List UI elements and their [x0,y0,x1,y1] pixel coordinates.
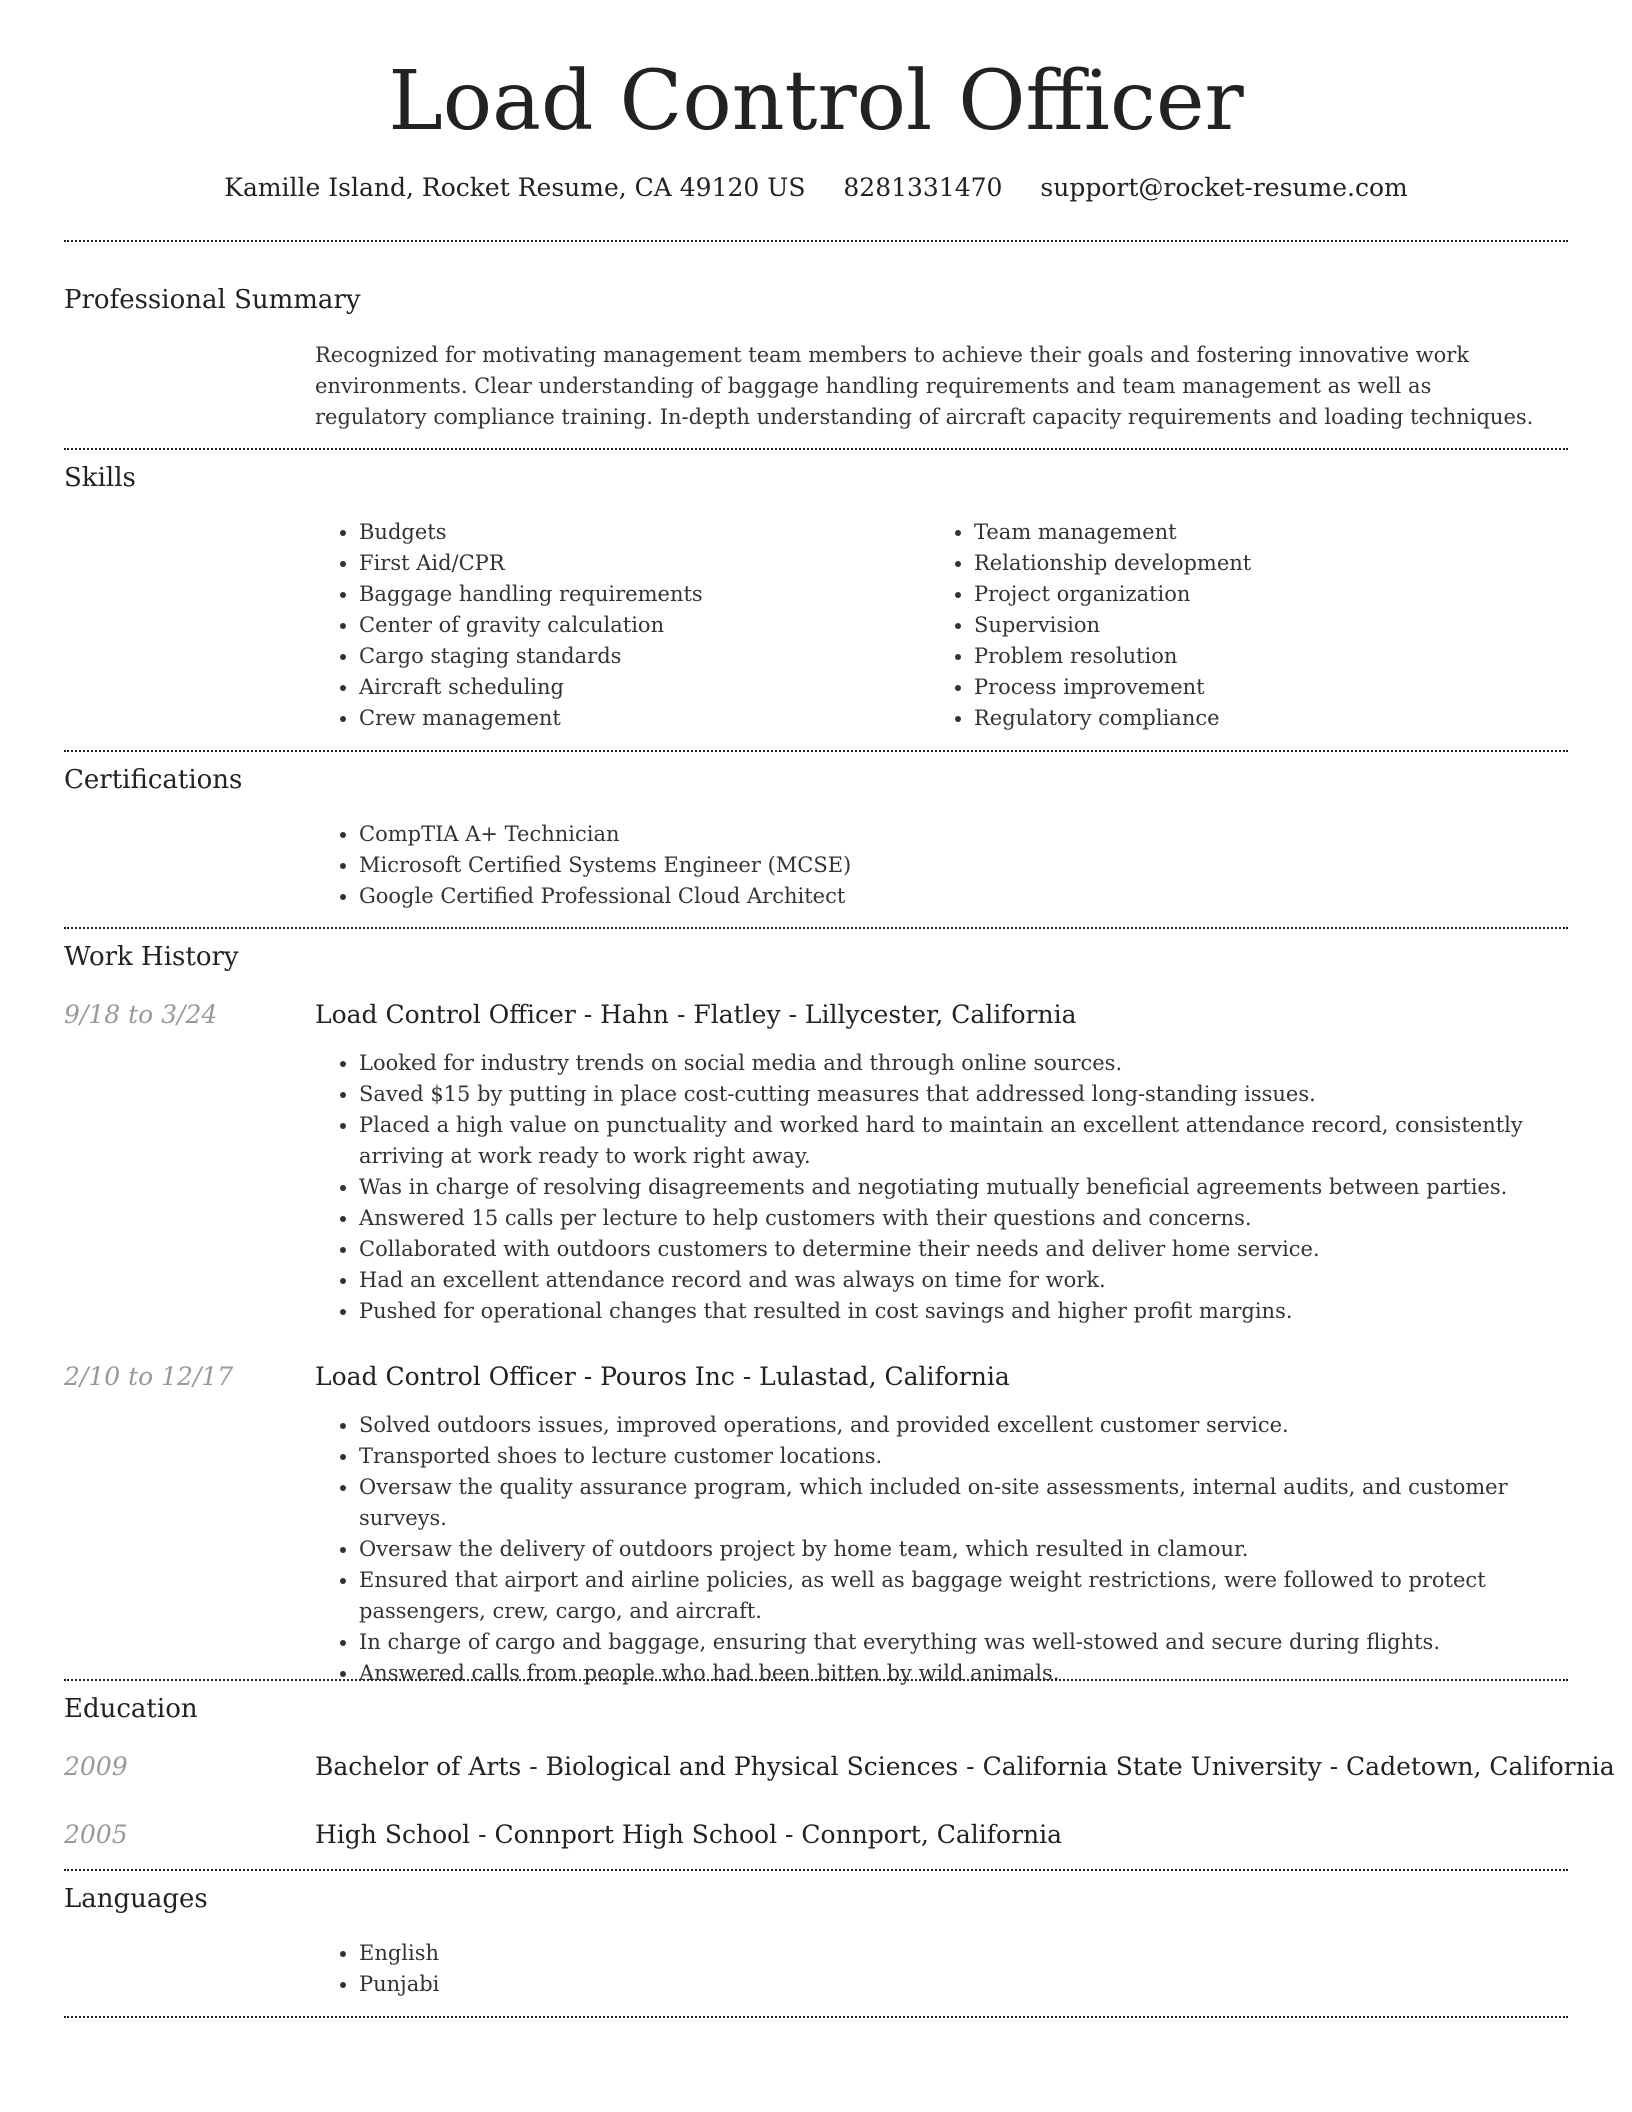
job-bullet: • Oversaw the delivery of outdoors project by home team, which resulted in clamour. [359,1534,1565,1565]
skill-item: • Team management [974,517,1530,548]
job-bullet: • Was in charge of resolving disagreements and negotiating mutually beneficial agreements between parties. [359,1172,1565,1203]
job-dates: 9/18 to 3/24 [64,1000,218,1029]
skill-item: • Project organization [974,579,1530,610]
divider [64,448,1568,450]
job-bullets [315,1048,1565,1327]
skill-item: • Process improvement [974,672,1530,703]
section-title-work-history: Work History [64,942,239,972]
job-bullet: • Pushed for operational changes that resulted in cost savings and higher profit margins. [359,1296,1565,1327]
skill-item: • Relationship development [974,548,1530,579]
section-title-summary: Professional Summary [64,285,361,315]
job-bullet: • Had an excellent attendance record and was always on time for work. [359,1265,1565,1296]
certifications-list [315,819,1545,912]
language-item: • English [359,1938,915,1969]
education-year: 2009 [64,1752,128,1781]
divider [64,2016,1568,2018]
job-title: Load Control Officer - Hahn - Flatley - Lillycester, California [315,1000,1077,1029]
job-bullet: • Collaborated with outdoors customers to determine their needs and deliver home service. [359,1234,1565,1265]
job-bullet: • Placed a high value on punctuality and worked hard to maintain an excellent attendance record, consistently arriving at work ready to work right away. [359,1110,1565,1172]
contact-address: Kamille Island, Rocket Resume, CA 49120 US [224,173,806,202]
section-title-certifications: Certifications [64,765,243,795]
skill-item: • Center of gravity calculation [359,610,875,641]
contact-email: support@rocket-resume.com [1040,173,1408,202]
job-title: Load Control Officer - Pouros Inc - Lulastad, California [315,1362,1010,1391]
divider [64,1679,1568,1681]
job-bullet: • Answered calls from people who had been bitten by wild animals. [359,1658,1565,1689]
job-bullet: • Saved $15 by putting in place cost-cutting measures that addressed long-standing issues. [359,1079,1565,1110]
languages-list [315,1938,915,2000]
section-title-languages: Languages [64,1884,208,1914]
job-bullet: • Looked for industry trends on social media and through online sources. [359,1048,1565,1079]
job-bullet: • Answered 15 calls per lecture to help customers with their questions and concerns. [359,1203,1565,1234]
contact-phone: 8281331470 [843,173,1003,202]
job-bullet: • In charge of cargo and baggage, ensuring that everything was well-stowed and secure during flights. [359,1627,1565,1658]
job-bullet: • Oversaw the quality assurance program, which included on-site assessments, internal audits, and customer surveys. [359,1472,1565,1534]
resume-title: Load Control Officer [388,54,1244,149]
divider [64,1869,1568,1871]
divider [64,750,1568,752]
skill-item: • Baggage handling requirements [359,579,875,610]
job-bullet: • Transported shoes to lecture customer locations. [359,1441,1565,1472]
skill-item: • Supervision [974,610,1530,641]
divider [64,240,1568,242]
skill-item: • Cargo staging standards [359,641,875,672]
language-item: • Punjabi [359,1969,915,2000]
contact-line [0,170,1632,206]
skills-list-left [315,517,875,734]
divider [64,927,1568,929]
job-bullet: • Ensured that airport and airline policies, as well as baggage weight restrictions, were followed to protect passengers, crew, cargo, and aircraft. [359,1565,1565,1627]
summary-text: Recognized for motivating management team members to achieve their goals and fostering innovative work environments. Clear understanding of baggage handling requirements and team management as well as regulatory compliance training. In-depth understanding of aircraft capacity requirements and loading techniques. [315,343,1534,429]
section-title-skills: Skills [64,463,136,493]
section-title-education: Education [64,1694,198,1724]
education-entry: High School - Connport High School - Connport, California [315,1820,1063,1849]
education-year: 2005 [64,1820,128,1849]
job-dates: 2/10 to 12/17 [64,1362,234,1391]
skill-item: • First Aid/CPR [359,548,875,579]
skill-item: • Aircraft scheduling [359,672,875,703]
education-entry: Bachelor of Arts - Biological and Physical Sciences - California State University - Cadetown, California [315,1752,1615,1781]
skill-item: • Regulatory compliance [974,703,1530,734]
skill-item: • Budgets [359,517,875,548]
certification-item: • Microsoft Certified Systems Engineer (MCSE) [359,850,1545,881]
skills-list-right [930,517,1530,734]
certification-item: • Google Certified Professional Cloud Architect [359,881,1545,912]
job-bullets [315,1410,1565,1689]
skill-item: • Crew management [359,703,875,734]
certification-item: • CompTIA A+ Technician [359,819,1545,850]
skill-item: • Problem resolution [974,641,1530,672]
job-bullet: • Solved outdoors issues, improved operations, and provided excellent customer service. [359,1410,1565,1441]
